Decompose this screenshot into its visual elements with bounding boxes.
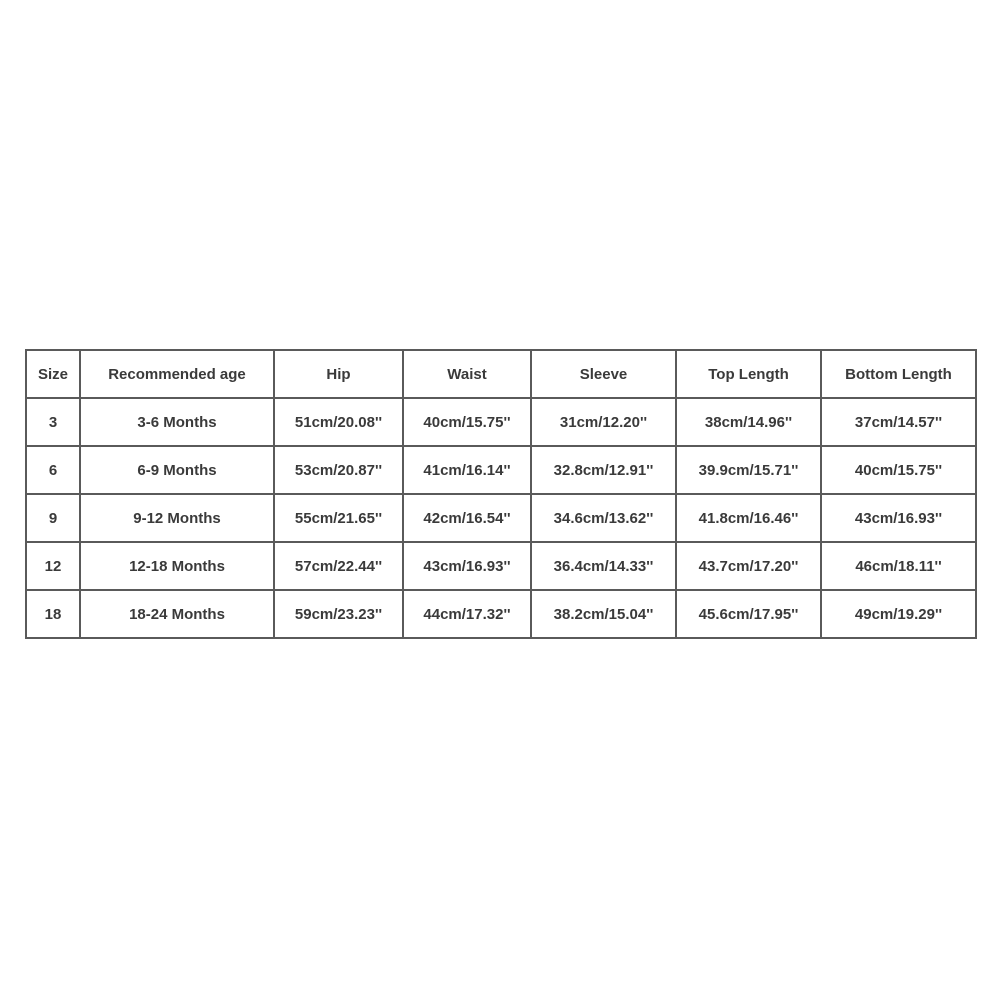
cell-waist: 40cm/15.75'' [403,398,531,446]
cell-size: 3 [26,398,80,446]
table-row [26,446,976,494]
cell-waist: 44cm/17.32'' [403,590,531,638]
cell-hip: 53cm/20.87'' [274,446,403,494]
table-row [26,398,976,446]
cell-recommended-age: 18-24 Months [80,590,274,638]
cell-size: 9 [26,494,80,542]
cell-recommended-age: 9-12 Months [80,494,274,542]
cell-sleeve: 38.2cm/15.04'' [531,590,676,638]
cell-sleeve: 32.8cm/12.91'' [531,446,676,494]
table-row [26,542,976,590]
cell-sleeve: 34.6cm/13.62'' [531,494,676,542]
header-top-length: Top Length [676,350,821,398]
cell-hip: 51cm/20.08'' [274,398,403,446]
cell-hip: 59cm/23.23'' [274,590,403,638]
cell-recommended-age: 3-6 Months [80,398,274,446]
cell-hip: 57cm/22.44'' [274,542,403,590]
cell-size: 12 [26,542,80,590]
size-chart-table [25,349,977,639]
table-row [26,590,976,638]
cell-bottom-length: 43cm/16.93'' [821,494,976,542]
header-size: Size [26,350,80,398]
cell-recommended-age: 12-18 Months [80,542,274,590]
cell-sleeve: 36.4cm/14.33'' [531,542,676,590]
header-bottom-length: Bottom Length [821,350,976,398]
cell-sleeve: 31cm/12.20'' [531,398,676,446]
cell-waist: 42cm/16.54'' [403,494,531,542]
cell-size: 6 [26,446,80,494]
header-hip: Hip [274,350,403,398]
cell-top-length: 43.7cm/17.20'' [676,542,821,590]
cell-bottom-length: 40cm/15.75'' [821,446,976,494]
table-header-row [26,350,976,398]
cell-waist: 41cm/16.14'' [403,446,531,494]
header-waist: Waist [403,350,531,398]
cell-top-length: 41.8cm/16.46'' [676,494,821,542]
header-sleeve: Sleeve [531,350,676,398]
cell-top-length: 38cm/14.96'' [676,398,821,446]
header-recommended-age: Recommended age [80,350,274,398]
cell-bottom-length: 49cm/19.29'' [821,590,976,638]
cell-bottom-length: 46cm/18.11'' [821,542,976,590]
cell-size: 18 [26,590,80,638]
cell-top-length: 45.6cm/17.95'' [676,590,821,638]
table-row [26,494,976,542]
cell-recommended-age: 6-9 Months [80,446,274,494]
cell-hip: 55cm/21.65'' [274,494,403,542]
cell-waist: 43cm/16.93'' [403,542,531,590]
cell-top-length: 39.9cm/15.71'' [676,446,821,494]
cell-bottom-length: 37cm/14.57'' [821,398,976,446]
